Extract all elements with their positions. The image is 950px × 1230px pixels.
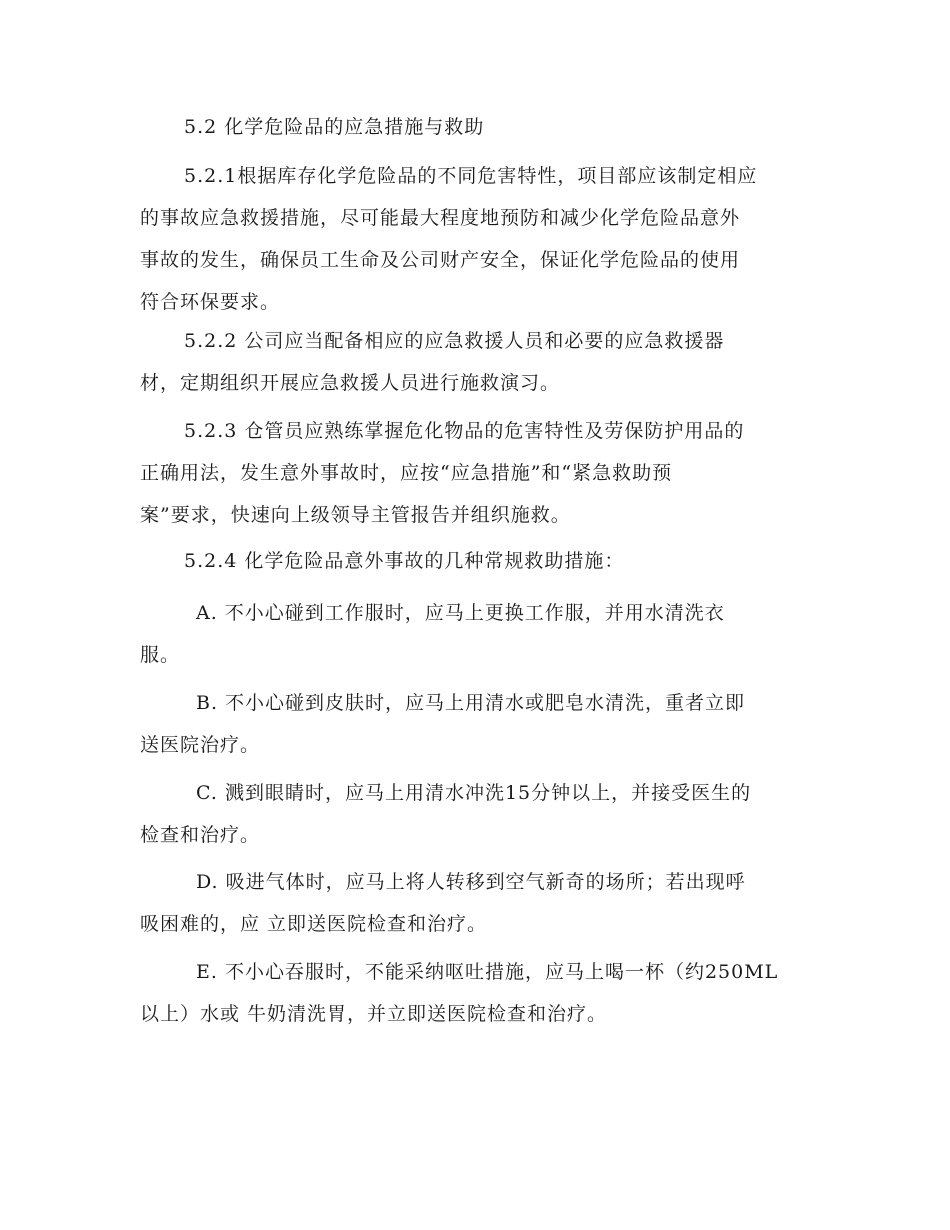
paragraph-5-2-1: [140, 155, 830, 323]
paragraph-line: 5.2.2 公司应当配备相应的应急救援人员和必要的应急救援器: [184, 330, 725, 352]
list-item-c: [140, 772, 830, 856]
list-item-line: 以上）水或 牛奶清洗胃，并立即送医院检查和治疗。: [140, 1003, 608, 1025]
paragraph-line: 5.2.3 仓管员应熟练掌握危化物品的危害特性及劳保防护用品的: [184, 420, 745, 442]
paragraph-line: 事故的发生，确保员工生命及公司财产安全，保证化学危险品的使用: [140, 249, 741, 271]
list-item-line: 检查和治疗。: [140, 824, 261, 846]
list-item-line: 服。: [140, 644, 181, 666]
section-heading: [140, 106, 830, 148]
paragraph-5-2-4: [140, 540, 830, 582]
paragraph-5-2-2: [140, 320, 830, 404]
list-item-e: [140, 951, 830, 1035]
list-item-line: D. 吸进气体时，应马上将人转移到空气新奇的场所；若出现呼: [196, 871, 746, 893]
list-item-line: 送医院治疗。: [140, 734, 261, 756]
paragraph-line: 符合环保要求。: [140, 291, 281, 313]
list-item-line: C. 溅到眼睛时，应马上用清水冲洗15分钟以上，并接受医生的: [196, 782, 752, 804]
list-item-line: B. 不小心碰到皮肤时，应马上用清水或肥皂水清洗，重者立即: [196, 692, 746, 714]
list-item-line: E. 不小心吞服时，不能采纳呕吐措施，应马上喝一杯（约250ML: [196, 961, 779, 983]
paragraph-line: 案”要求，快速向上级领导主管报告并组织施救。: [140, 504, 571, 526]
list-item-b: [140, 682, 830, 766]
paragraph-line: 5.2.1根据库存化学危险品的不同危害特性，项目部应该制定相应: [184, 165, 758, 187]
paragraph-line: 正确用法，发生意外事故时，应按“应急措施”和“紧急救助预: [140, 462, 673, 484]
paragraph-line: 材，定期组织开展应急救援人员进行施救演习。: [140, 372, 561, 394]
paragraph-line: 5.2.4 化学危险品意外事故的几种常规救助措施：: [184, 550, 625, 572]
paragraph-5-2-3: [140, 410, 830, 536]
heading-text: 5.2 化学危险品的应急措施与救助: [184, 116, 485, 138]
list-item-line: A. 不小心碰到工作服时，应马上更换工作服，并用水清洗衣: [196, 602, 725, 624]
list-item-a: [140, 592, 830, 676]
list-item-d: [140, 861, 830, 945]
list-item-line: 吸困难的，应 立即送医院检查和治疗。: [140, 913, 488, 935]
paragraph-line: 的事故应急救援措施，尽可能最大程度地预防和减少化学危险品意外: [140, 207, 741, 229]
